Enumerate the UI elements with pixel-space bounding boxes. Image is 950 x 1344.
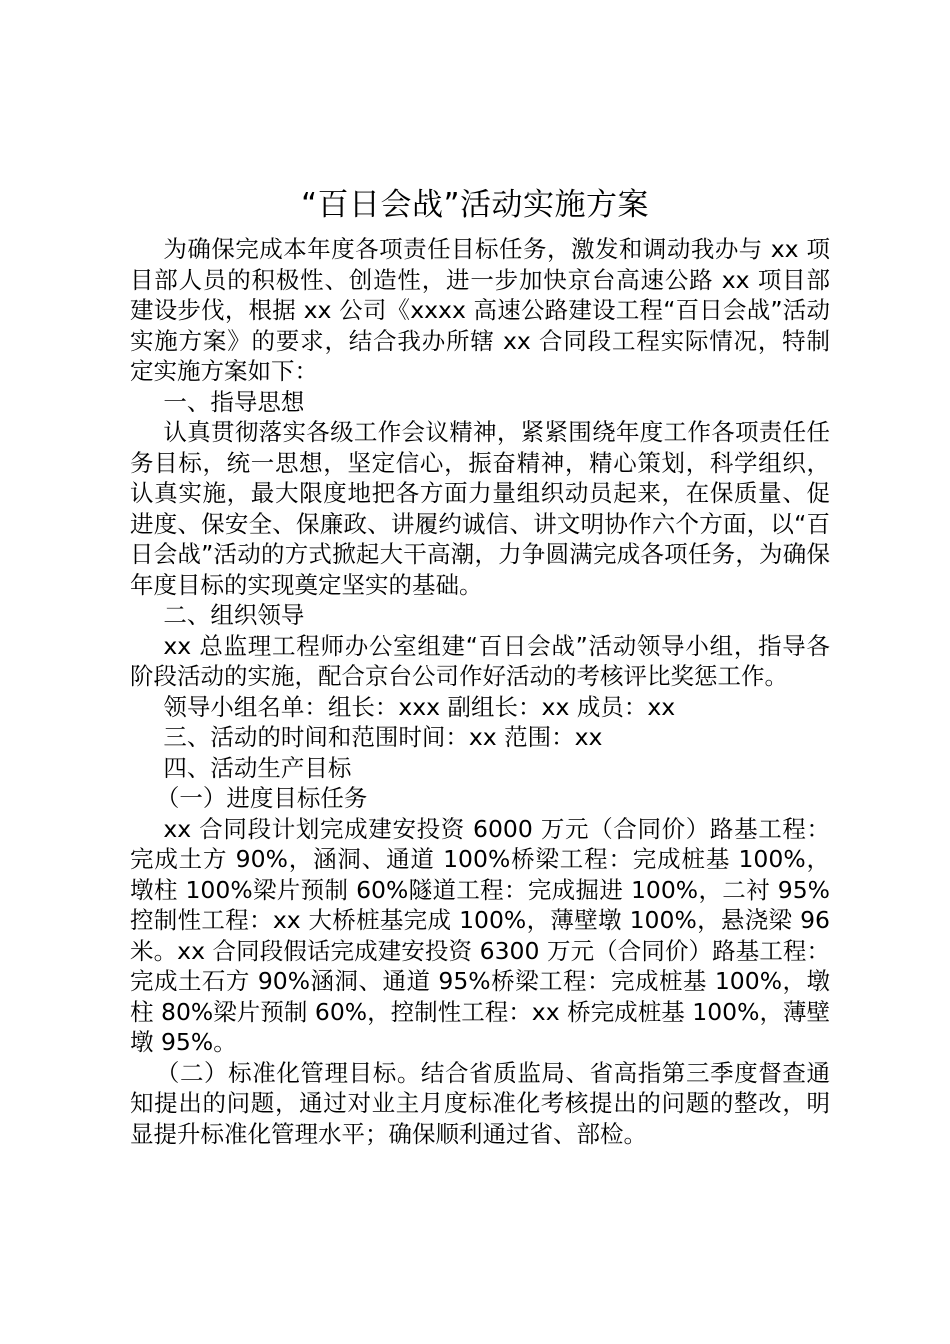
document-body <box>130 234 830 1149</box>
section-heading-time-scope: 三、活动的时间和范围时间：xx 范围：xx <box>163 723 603 751</box>
leadership-list-paragraph: 领导小组名单：组长：xxx 副组长：xx 成员：xx <box>163 692 676 721</box>
standardization-goals-paragraph: （二）标准化管理目标。结合省质监局、省高指第三季度督查通知提出的问题，通过对业主月度标准化考核提出的问题的整改，明显提升标准化管理水平；确保顺利通过省、部检。 <box>130 1058 830 1148</box>
section-heading-production-goals: 四、活动生产目标 <box>163 753 352 782</box>
section-heading-guiding-ideology: 一、指导思想 <box>163 387 305 416</box>
intro-paragraph: 为确保完成本年度各项责任目标任务，激发和调动我办与 xx 项目部人员的积极性、创造性，进一步加快京台高速公路 xx 项目部建设步伐，根据 xx 公司《xxxx 高速公路建设工程“百日会战”活动实施方案》的要求，结合我办所辖 xx 合同段工程实际情况，特制定实施方案如下： <box>130 235 830 385</box>
subsection-heading-progress: （一）进度目标任务 <box>155 784 368 812</box>
progress-goals-paragraph: xx 合同段计划完成建安投资 6000 万元（合同价）路基工程：完成土方 90%，涵洞、通道 100%桥梁工程：完成桩基 100%，墩柱 100%梁片预制 60%隧道工程：完成掘进 100%，二衬 95%控制性工程：xx 大桥桩基完成 100%，薄壁墩 100%，悬浇梁 96 米。xx 合同段假话完成建安投资 6300 万元（合同价）路基工程：完成土石方 90%涵洞、通道 95%桥梁工程：完成桩基 100%，墩柱 80%梁片预制 60%，控制性工程：xx 桥完成桩基 100%，薄壁墩 95%。 <box>130 814 830 1056</box>
guiding-ideology-paragraph: 认真贯彻落实各级工作会议精神，紧紧围绕年度工作各项责任任务目标，统一思想，坚定信心，振奋精神，精心策划，科学组织，认真实施，最大限度地把各方面力量组织动员起来，在保质量、促进度、保安全、保廉政、讲履约诚信、讲文明协作六个方面，以“百日会战”活动的方式掀起大干高潮，力争圆满完成各项任务，为确保年度目标的实现奠定坚实的基础。 <box>130 418 830 599</box>
document-title: “百日会战”活动实施方案 <box>300 187 650 223</box>
section-heading-organization: 二、组织领导 <box>163 601 305 629</box>
organization-paragraph: xx 总监理工程师办公室组建“百日会战”活动领导小组，指导各阶段活动的实施，配合京台公司作好活动的考核评比奖惩工作。 <box>130 631 830 690</box>
